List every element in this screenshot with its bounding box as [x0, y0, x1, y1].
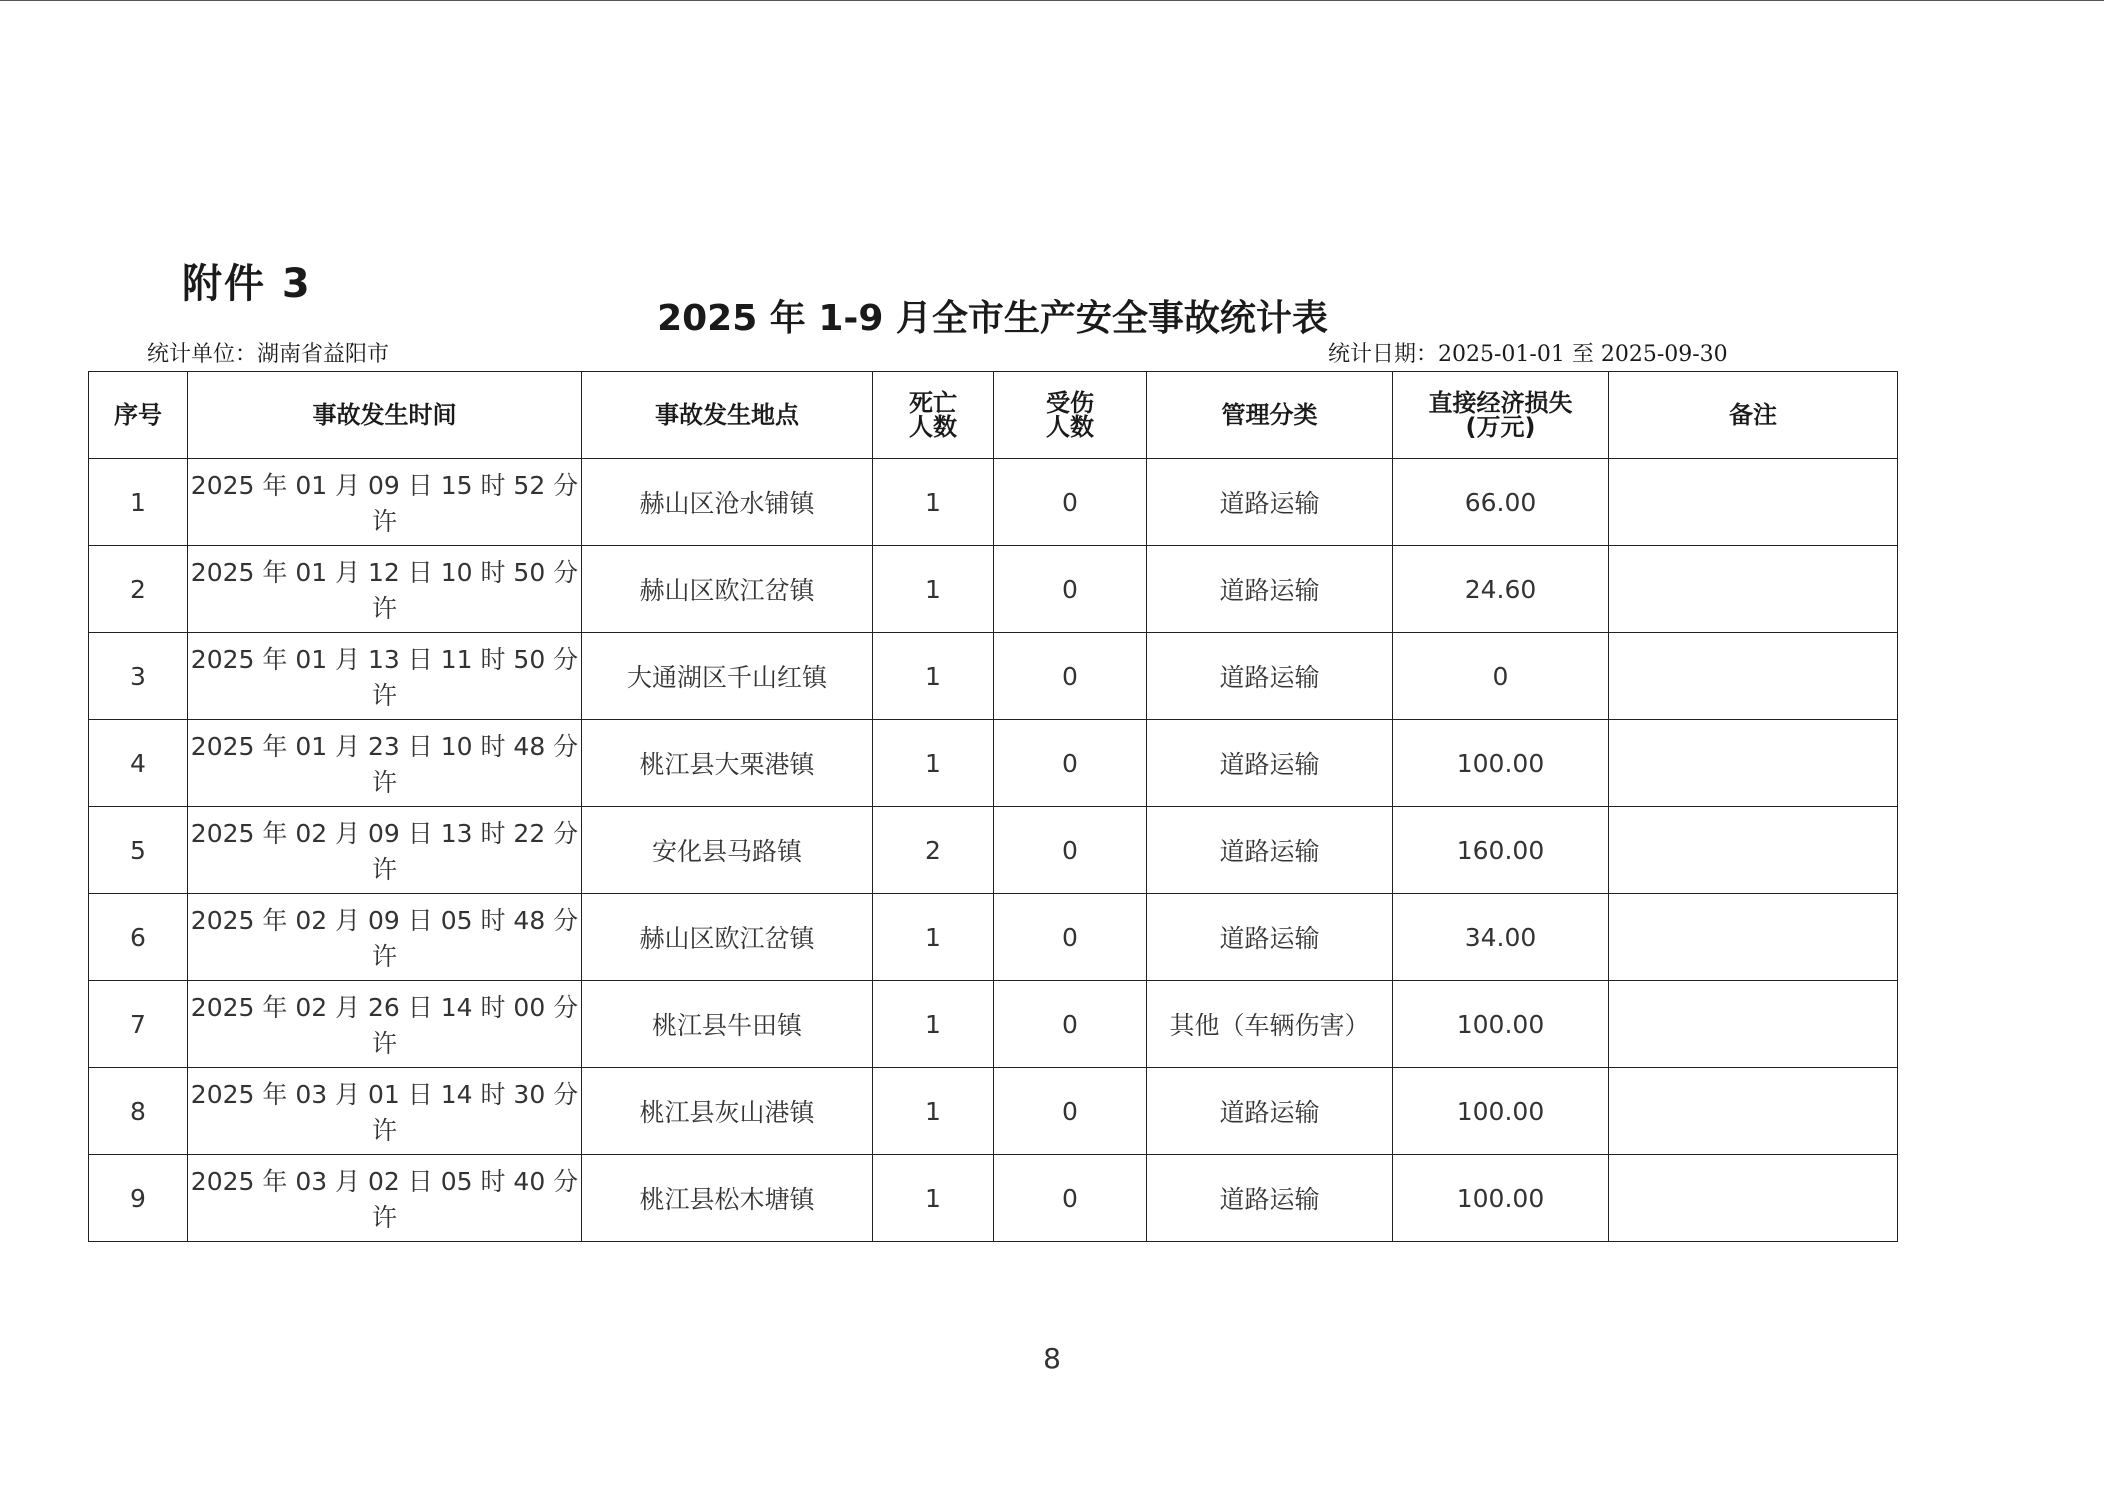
header-injured [994, 372, 1147, 459]
cell-deaths: 1 [873, 1155, 994, 1242]
table-row [89, 894, 1898, 981]
header-loss-line2: (万元) [1465, 413, 1536, 441]
cell-remarks [1609, 894, 1898, 981]
cell-remarks [1609, 720, 1898, 807]
cell-deaths: 1 [873, 894, 994, 981]
cell-seq: 1 [89, 459, 188, 546]
cell-time: 2025 年 01 月 09 日 15 时 52 分许 [188, 459, 582, 546]
cell-loss: 100.00 [1393, 1068, 1609, 1155]
accident-statistics-table [88, 371, 1898, 1242]
cell-injured: 0 [994, 894, 1147, 981]
cell-deaths: 1 [873, 546, 994, 633]
cell-category: 道路运输 [1147, 459, 1393, 546]
cell-remarks [1609, 807, 1898, 894]
table-row [89, 633, 1898, 720]
cell-injured: 0 [994, 981, 1147, 1068]
table-row [89, 981, 1898, 1068]
attachment-label: 附件 3 [182, 261, 312, 307]
cell-loss: 24.60 [1393, 546, 1609, 633]
header-deaths-line1: 死亡 [909, 389, 957, 417]
header-deaths-line2: 人数 [909, 413, 957, 441]
cell-place: 赫山区沧水铺镇 [582, 459, 873, 546]
cell-place: 桃江县牛田镇 [582, 981, 873, 1068]
cell-remarks [1609, 459, 1898, 546]
cell-category: 道路运输 [1147, 894, 1393, 981]
cell-seq: 6 [89, 894, 188, 981]
cell-place: 大通湖区千山红镇 [582, 633, 873, 720]
document-title: 2025 年 1-9 月全市生产安全事故统计表 [657, 298, 1328, 339]
header-loss-line1: 直接经济损失 [1428, 389, 1573, 417]
table-row [89, 546, 1898, 633]
header-injured-line2: 人数 [1046, 413, 1094, 441]
table-row [89, 1155, 1898, 1242]
header-seq: 序号 [89, 372, 188, 459]
cell-category: 道路运输 [1147, 546, 1393, 633]
cell-injured: 0 [994, 720, 1147, 807]
cell-injured: 0 [994, 633, 1147, 720]
cell-category: 道路运输 [1147, 720, 1393, 807]
cell-category: 道路运输 [1147, 1068, 1393, 1155]
top-border-line [0, 0, 2104, 1]
cell-seq: 7 [89, 981, 188, 1068]
cell-seq: 4 [89, 720, 188, 807]
header-place: 事故发生地点 [582, 372, 873, 459]
cell-time: 2025 年 01 月 12 日 10 时 50 分许 [188, 546, 582, 633]
cell-category: 道路运输 [1147, 633, 1393, 720]
cell-loss: 66.00 [1393, 459, 1609, 546]
cell-injured: 0 [994, 807, 1147, 894]
table-row [89, 807, 1898, 894]
cell-time: 2025 年 02 月 09 日 05 时 48 分许 [188, 894, 582, 981]
header-remarks: 备注 [1609, 372, 1898, 459]
cell-place: 桃江县松木塘镇 [582, 1155, 873, 1242]
table-row [89, 1068, 1898, 1155]
cell-loss: 100.00 [1393, 1155, 1609, 1242]
cell-deaths: 2 [873, 807, 994, 894]
cell-loss: 100.00 [1393, 720, 1609, 807]
cell-time: 2025 年 01 月 13 日 11 时 50 分许 [188, 633, 582, 720]
cell-time: 2025 年 02 月 26 日 14 时 00 分许 [188, 981, 582, 1068]
cell-remarks [1609, 1155, 1898, 1242]
cell-remarks [1609, 546, 1898, 633]
cell-loss: 160.00 [1393, 807, 1609, 894]
cell-seq: 2 [89, 546, 188, 633]
cell-injured: 0 [994, 459, 1147, 546]
cell-injured: 0 [994, 1068, 1147, 1155]
table-header-row [89, 372, 1898, 459]
cell-time: 2025 年 03 月 02 日 05 时 40 分许 [188, 1155, 582, 1242]
cell-injured: 0 [994, 1155, 1147, 1242]
header-loss [1393, 372, 1609, 459]
header-injured-line1: 受伤 [1046, 389, 1094, 417]
cell-deaths: 1 [873, 720, 994, 807]
cell-deaths: 1 [873, 633, 994, 720]
cell-deaths: 1 [873, 1068, 994, 1155]
cell-category: 道路运输 [1147, 807, 1393, 894]
header-time: 事故发生时间 [188, 372, 582, 459]
cell-deaths: 1 [873, 981, 994, 1068]
cell-time: 2025 年 01 月 23 日 10 时 48 分许 [188, 720, 582, 807]
statistics-date-range: 统计日期：2025-01-01 至 2025-09-30 [1328, 342, 1728, 367]
cell-seq: 9 [89, 1155, 188, 1242]
cell-place: 桃江县大栗港镇 [582, 720, 873, 807]
cell-remarks [1609, 981, 1898, 1068]
table-row [89, 459, 1898, 546]
cell-place: 赫山区欧江岔镇 [582, 546, 873, 633]
cell-time: 2025 年 02 月 09 日 13 时 22 分许 [188, 807, 582, 894]
cell-place: 桃江县灰山港镇 [582, 1068, 873, 1155]
cell-seq: 5 [89, 807, 188, 894]
cell-seq: 3 [89, 633, 188, 720]
cell-time: 2025 年 03 月 01 日 14 时 30 分许 [188, 1068, 582, 1155]
cell-injured: 0 [994, 546, 1147, 633]
cell-deaths: 1 [873, 459, 994, 546]
cell-remarks [1609, 633, 1898, 720]
cell-remarks [1609, 1068, 1898, 1155]
cell-loss: 34.00 [1393, 894, 1609, 981]
page-number: 8 [1043, 1342, 1061, 1375]
statistics-unit: 统计单位：湖南省益阳市 [147, 342, 390, 367]
cell-place: 赫山区欧江岔镇 [582, 894, 873, 981]
header-deaths [873, 372, 994, 459]
cell-seq: 8 [89, 1068, 188, 1155]
cell-category: 其他（车辆伤害） [1147, 981, 1393, 1068]
cell-loss: 0 [1393, 633, 1609, 720]
cell-category: 道路运输 [1147, 1155, 1393, 1242]
header-category: 管理分类 [1147, 372, 1393, 459]
table-row [89, 720, 1898, 807]
cell-place: 安化县马路镇 [582, 807, 873, 894]
cell-loss: 100.00 [1393, 981, 1609, 1068]
